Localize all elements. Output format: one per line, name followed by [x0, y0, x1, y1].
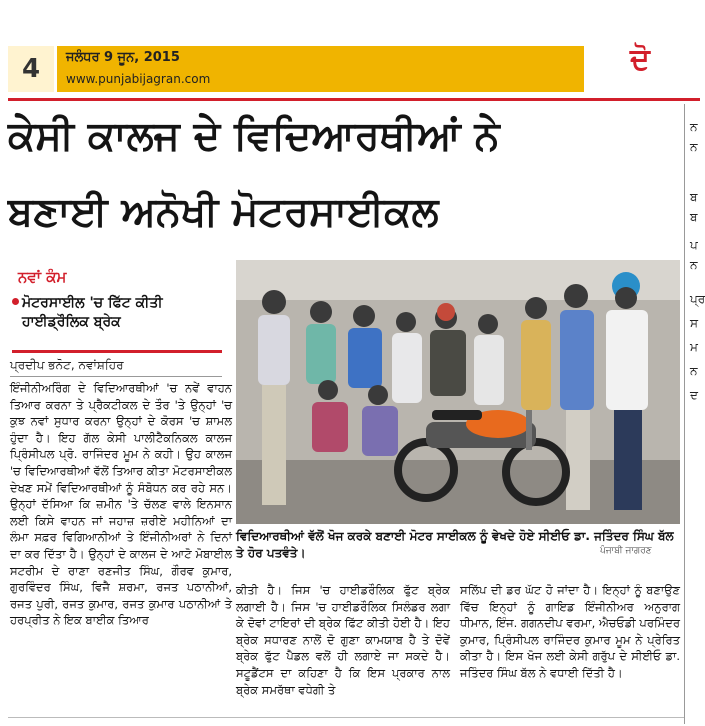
fragment-char: ਦ [690, 388, 698, 402]
header-divider [8, 98, 700, 101]
issue-date: ਜਲੰਧਰ 9 ਜੂਨ, 2015 [66, 50, 180, 65]
photo-illustration [236, 260, 680, 524]
article-kicker: ਨਵਾਂ ਕੰਮ [18, 268, 67, 286]
article-byline: ਪ੍ਰਦੀਪ ਭਨੋਟ, ਨਵਾਂਸ਼ਹਿਰ [10, 358, 124, 372]
fragment-char: ਬ [690, 210, 698, 224]
byline-rule [10, 376, 222, 377]
fragment-char: ਨ [690, 140, 698, 154]
photo-credit: ਪੰਜਾਬੀ ਜਾਗਰਣ [600, 546, 652, 556]
bullet-icon [12, 298, 19, 305]
site-url[interactable]: www.punjabijagran.com [66, 72, 211, 86]
fragment-char: ਮ [690, 340, 698, 354]
headline-line-1: ਕੇਸੀ ਕਾਲਜ ਦੇ ਵਿਦਿਆਰਥੀਆਂ ਨੇ [8, 113, 500, 159]
fragment-char: ਨ [690, 258, 698, 272]
article-subhead: ਮੋਟਰਸਾਈਲ 'ਚ ਫਿੱਟ ਕੀਤੀ ਹਾਈਡ੍ਰੌਲਿਕ ਬ੍ਰੇਕ [22, 295, 163, 330]
fragment-char: ਬ [690, 190, 698, 204]
photo-caption: ਵਿਦਿਆਰਥੀਆਂ ਵੱਲੋਂ ਖੋਜ ਕਰਕੇ ਬਣਾਈ ਮੋਟਰ ਸਾਈਕਲ ਨੂੰ ਵੇਖਦੇ ਹੋਏ ਸੀਈਓ ਡਾ. ਜਤਿੰਦਰ ਸਿੰਘ ਬੱਲ ਤੇ ਹੋਰ ਪਤਵੰਤੇ। [236, 529, 674, 560]
subhead-rule [12, 350, 222, 353]
fragment-char: ਨ [690, 120, 698, 134]
article-headline [8, 110, 678, 238]
article-photo [236, 260, 680, 524]
fragment-char: ਸ [690, 316, 698, 330]
column-divider [684, 104, 685, 724]
fragment-char: ਪ [690, 238, 698, 252]
article-body-column-1: ਕੀਤੀ ਹੈ। ਜਿਸ 'ਚ ਹਾਈਡਰੌਲਿਕ ਫੁੱਟ ਬ੍ਰੇਕ ਲਗਾਈ ਹੈ। ਜਿਸ 'ਚ ਹਾਈਡਰੌਲਿਕ ਸਿਲੰਡਰ ਲਗਾ ਕੇ ਦੋਵਾਂ ਟਾਇਰਾਂ ਦੀ ਬ੍ਰੇਕ ਫਿੱਟ ਕੀਤੀ ਹੋਈ ਹੈ। ਇਹ ਬ੍ਰੇਕ ਸਧਾਰਣ ਨਾਲੋਂ ਦੋ ਗੁਣਾ ਕਾਮਯਾਬ ਹੈ ਤੇ ਦੋਵੇਂ ਬ੍ਰੇਕ ਫੁੱਟ ਪੈਡਲ ਵਲੋਂ ਹੀ ਲਗਾਏ ਜਾ ਸਕਦੇ ਹੈ। ਸਟੂਡੈਂਟਸ ਦਾ ਕਹਿਣਾ ਹੈ ਕਿ ਇਸ ਪ੍ਰਕਾਰ ਨਾਲ ਬ੍ਰੇਕ ਸਮਰੱਥਾ ਵਧੇਗੀ ਤੇ [236, 583, 450, 697]
page-bottom-rule [8, 717, 684, 718]
page-number: 4 [8, 46, 57, 92]
article-body-left: ਇੰਜੀਨੀਅਰਿੰਗ ਦੇ ਵਿਦਿਆਰਥੀਆਂ 'ਚ ਨਵੇਂ ਵਾਹਨ ਤਿਆਰ ਕਰਨਾ ਤੇ ਪ੍ਰੈਕਟੀਕਲ ਦੇ ਤੌਰ 'ਤੇ ਉਨ੍ਹਾਂ 'ਚ ਕੁਝ ਨਵਾਂ ਸੁਧਾਰ ਕਰਨਾ ਉਨ੍ਹਾਂ ਦੇ ਕੋਰਸ 'ਚ ਸ਼ਾਮਲ ਹੁੰਦਾ ਹੈ। ਇਹ ਗੱਲ ਕੇਸੀ ਪਾਲੀਟੈਕਨਿਕਲ ਕਾਲਜ ਪ੍ਰਿੰਸੀਪਲ ਪ੍ਰੋ. ਰਾਜਿੰਦਰ ਮੂਮ ਨੇ ਕਹੀ। ਉਹ ਕਾਲਜ 'ਚ ਵਿਦਿਆਰਥੀਆਂ ਵੱਲੋਂ ਤਿਆਰ ਕੀਤਾ ਮੋਟਰਸਾਈਕਲ ਦੇਖਣ ਸਮੇਂ ਵਿਦਿਆਰਥੀਆਂ ਨੂੰ ਸੰਬੋਧਨ ਕਰ ਰਹੇ ਸਨ। ਉਨ੍ਹਾਂ ਦੱਸਿਆ ਕਿ ਜ਼ਮੀਨ 'ਤੇ ਚੱਲਣ ਵਾਲੇ ਇਨਸਾਨ ਲਈ ਕਿਸੇ ਵਾਹਨ ਜਾਂ ਜਹਾਜ਼ ਜ਼ਰੀਏ ਮਹੀਨਿਆਂ ਦਾ ਲੰਮਾ ਸਫ਼ਰ ਵਿਗਿਆਨੀਆਂ ਤੇ ਇੰਜੀਨੀਅਰਾਂ ਨੇ ਦਿਨਾਂ ਦਾ ਕਰ ਦਿੱਤਾ ਹੈ। ਉਨ੍ਹਾਂ ਦੇ ਕਾਲਜ ਦੇ ਆਟੋ ਮੋਬਾਈਲ ਸਟਰੀਮ ਦੇ ਰਾਣਾ ਰਣਜੀਤ ਸਿੰਘ, ਗੌਰਵ ਕੁਮਾਰ, ਗੁਰਵਿੰਦਰ ਸਿੰਘ, ਵਿਜੈ ਸ਼ਰਮਾ, ਰਜਤ ਪਠਾਨੀਆਂ, ਰਜਤ ਪੁਰੀ, ਰਜਤ ਕੁਮਾਰ, ਰਜਤ ਕੁਮਾਰ ਪਠਾਨੀਆਂ ਤੇ ਹਰਪ੍ਰੀਤ ਨੇ ਇਕ ਬਾਈਕ ਤਿਆਰ [10, 381, 232, 628]
headline-line-2: ਬਣਾਈ ਅਨੋਖੀ ਮੋਟਰਸਾਈਕਲ [8, 189, 439, 235]
fragment-char: ਨ [690, 364, 698, 378]
fragment-char: ਪ੍ਰ [690, 292, 705, 306]
article-body-column-2: ਸਲਿੱਪ ਦੀ ਡਰ ਘੱਟ ਹੋ ਜਾਂਦਾ ਹੈ। ਇਨ੍ਹਾਂ ਨੂੰ ਬਣਾਉਣ ਵਿੱਚ ਇਨ੍ਹਾਂ ਨੂੰ ਗਾਇਡ ਇੰਜੀਨੀਅਰ ਅਨੁਰਾਗ ਧੀਮਾਨ, ਇੰਜ. ਗਗਨਦੀਪ ਵਰਮਾ, ਐਚਓਡੀ ਪਰਮਿੰਦਰ ਕੁਮਾਰ, ਪ੍ਰਿੰਸੀਪਲ ਰਾਜਿੰਦਰ ਕੁਮਾਰ ਮੂਮ ਨੇ ਪ੍ਰੇਰਿਤ ਕੀਤਾ ਹੈ। ਇਸ ਖੋਜ ਲਈ ਕੇਸੀ ਗਰੁੱਪ ਦੇ ਸੀਈਓ ਡਾ. ਜਤਿੰਦਰ ਸਿੰਘ ਬੱਲ ਨੇ ਵਧਾਈ ਦਿੱਤੀ ਹੈ। [460, 583, 680, 680]
newspaper-brand: ਦੋ [630, 42, 651, 77]
